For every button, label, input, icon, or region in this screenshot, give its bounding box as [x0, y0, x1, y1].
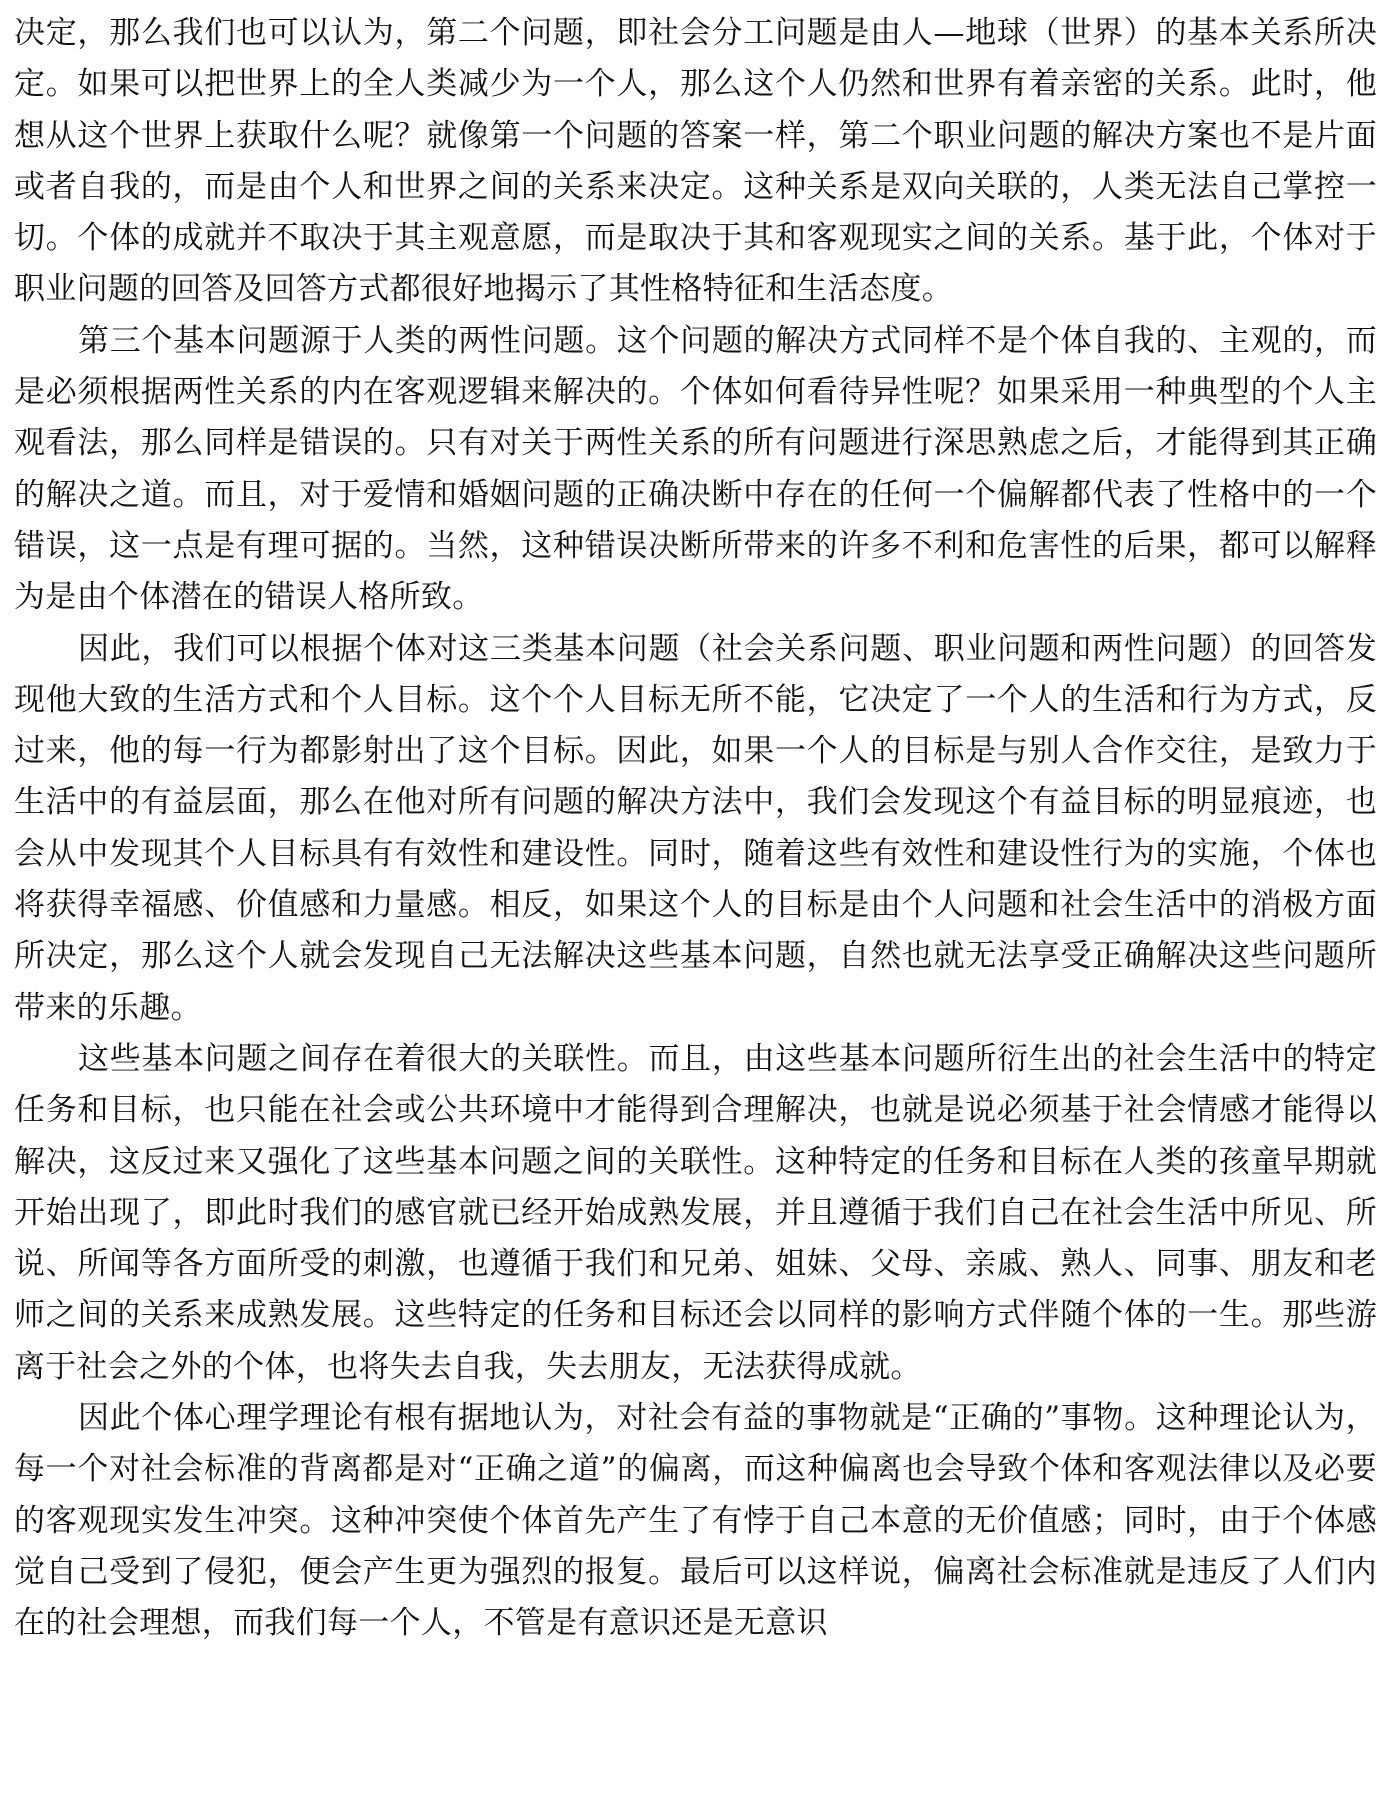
paragraph-1: 决定，那么我们也可以认为，第二个问题，即社会分工问题是由人—地球（世界）的基本关系所决定。如果可以把世界上的全人类减少为一个人，那么这个人仍然和世界有着亲密的关系。此时，他想从这个世界上获取什么呢？就像第一个问题的答案一样，第二个职业问题的解决方案也不是片面或者自我的，而是由个人和世界之间的关系来决定。这种关系是双向关联的，人类无法自己掌控一切。个体的成就并不取决于其主观意愿，而是取决于其和客观现实之间的关系。基于此，个体对于职业问题的回答及回答方式都很好地揭示了其性格特征和生活态度。	[14, 15, 1377, 308]
paragraph-5: 因此个体心理学理论有根有据地认为，对社会有益的事物就是“正确的”事物。这种理论认为，每一个对社会标准的背离都是对“正确之道”的偏离，而这种偏离也会导致个体和客观法律以及必要的客观现实发生冲突。这种冲突使个体首先产生了有悖于自己本意的无价值感；同时，由于个体感觉自己受到了侵犯，便会产生更为强烈的报复。最后可以这样说，偏离社会标准就是违反了人们内在的社会理想，而我们每一个人，不管是有意识还是无意识	[14, 1400, 1377, 1642]
paragraph-2: 第三个基本问题源于人类的两性问题。这个问题的解决方式同样不是个体自我的、主观的，而是必须根据两性关系的内在客观逻辑来解决的。个体如何看待异性呢？如果采用一种典型的个人主观看法，那么同样是错误的。只有对关于两性关系的所有问题进行深思熟虑之后，才能得到其正确的解决之道。而且，对于爱情和婚姻问题的正确决断中存在的任何一个偏解都代表了性格中的一个错误，这一点是有理可据的。当然，这种错误决断所带来的许多不利和危害性的后果，都可以解释为是由个体潜在的错误人格所致。	[14, 322, 1377, 616]
paragraph-4: 这些基本问题之间存在着很大的关联性。而且，由这些基本问题所衍生出的社会生活中的特定任务和目标，也只能在社会或公共环境中才能得到合理解决，也就是说必须基于社会情感才能得以解决，这反过来又强化了这些基本问题之间的关联性。这种特定的任务和目标在人类的孩童早期就开始出现了，即此时我们的感官就已经开始成熟发展，并且遵循于我们自己在社会生活中所见、所说、所闻等各方面所受的刺激，也遵循于我们和兄弟、姐妹、父母、亲戚、熟人、同事、朋友和老师之间的关系来成熟发展。这些特定的任务和目标还会以同样的影响方式伴随个体的一生。那些游离于社会之外的个体，也将失去自我，失去朋友，无法获得成就。	[14, 1040, 1377, 1385]
paragraph-3: 因此，我们可以根据个体对这三类基本问题（社会关系问题、职业问题和两性问题）的回答发现他大致的生活方式和个人目标。这个个人目标无所不能，它决定了一个人的生活和行为方式，反过来，他的每一行为都影射出了这个目标。因此，如果一个人的目标是与别人合作交往，是致力于生活中的有益层面，那么在他对所有问题的解决方法中，我们会发现这个有益目标的明显痕迹，也会从中发现其个人目标具有有效性和建设性。同时，随着这些有效性和建设性行为的实施，个体也将获得幸福感、价值感和力量感。相反，如果这个人的目标是由个人问题和社会生活中的消极方面所决定，那么这个人就会发现自己无法解决这些基本问题，自然也就无法享受正确解决这些问题所带来的乐趣。	[14, 630, 1377, 1026]
